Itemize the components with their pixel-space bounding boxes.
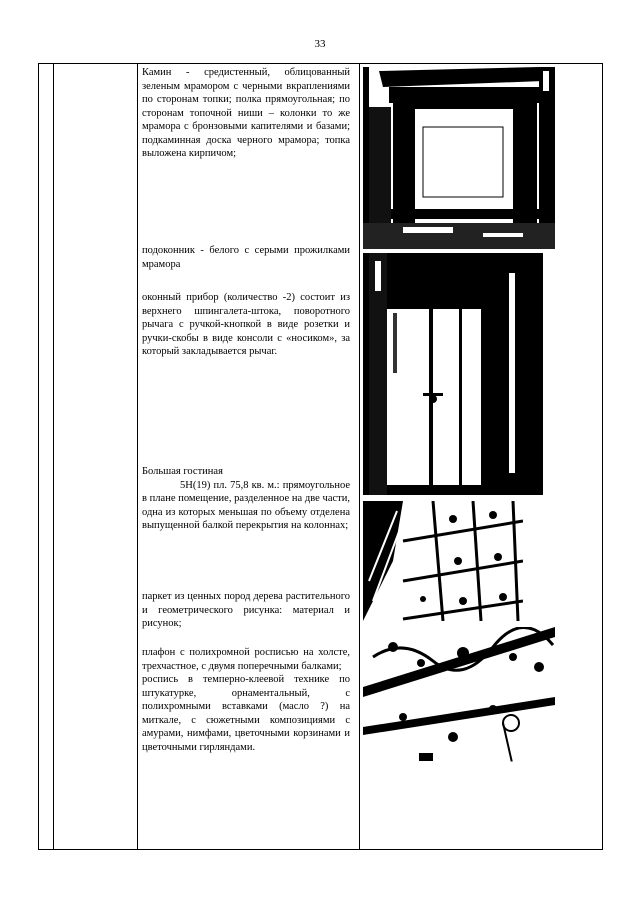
painting-text: роспись в темперно-клеевой технике по штукатурке, орнаментальный, с полихромными вставками (масло ?) на миткале, с сюжетными композициями с амурами, нимфами, цветочными корзинами и цветочными гирляндами. [142,674,350,753]
fireplace-photo [363,67,555,249]
column-divider [137,64,138,849]
room-description: 5Н(19) пл. 75,8 кв. м.: прямоугольное в плане помещение, разделенное на две части, одна из которых меньшая по объему отделена выпущенной балкой перекрытия на колоннах; [142,479,350,531]
large-living-room-section [142,465,350,533]
column-divider [359,64,360,849]
column-divider [53,64,54,849]
section-heading: Большая гостиная [142,466,223,477]
ceiling-photo [363,627,555,785]
parquet-description: паркет из ценных пород дерева растительного и геометрического рисунка: материал и рисунок; [142,591,350,629]
parquet-photo [363,501,523,621]
window-photo [363,253,543,495]
page-number: 33 [314,38,326,50]
window-sill-description: подоконник - белого с серыми прожилками мрамора [142,245,350,270]
ceiling-description [142,646,350,754]
fireplace-description: Камин - средистенный, облицованный зеленым мрамором с черными вкраплениями по сторонам топки; полка прямоугольная; по сторонам топочной ниши – колонки то же мрамора с бронзовыми капителями и базами; подкаминная доска черного мрамора; топка выложена кирпичом; [142,67,350,159]
plafond-text: плафон с полихромной росписью на холсте, трехчастное, с двумя поперечными балками; [142,647,350,672]
window-device-description: оконный прибор (количество -2) состоит из верхнего шпингалета-штока, поворотного рычага с ручкой-кнопкой в виде розетки и ручки-скобы в виде консоли с «носиком», за который закладывается рычаг. [142,292,350,357]
